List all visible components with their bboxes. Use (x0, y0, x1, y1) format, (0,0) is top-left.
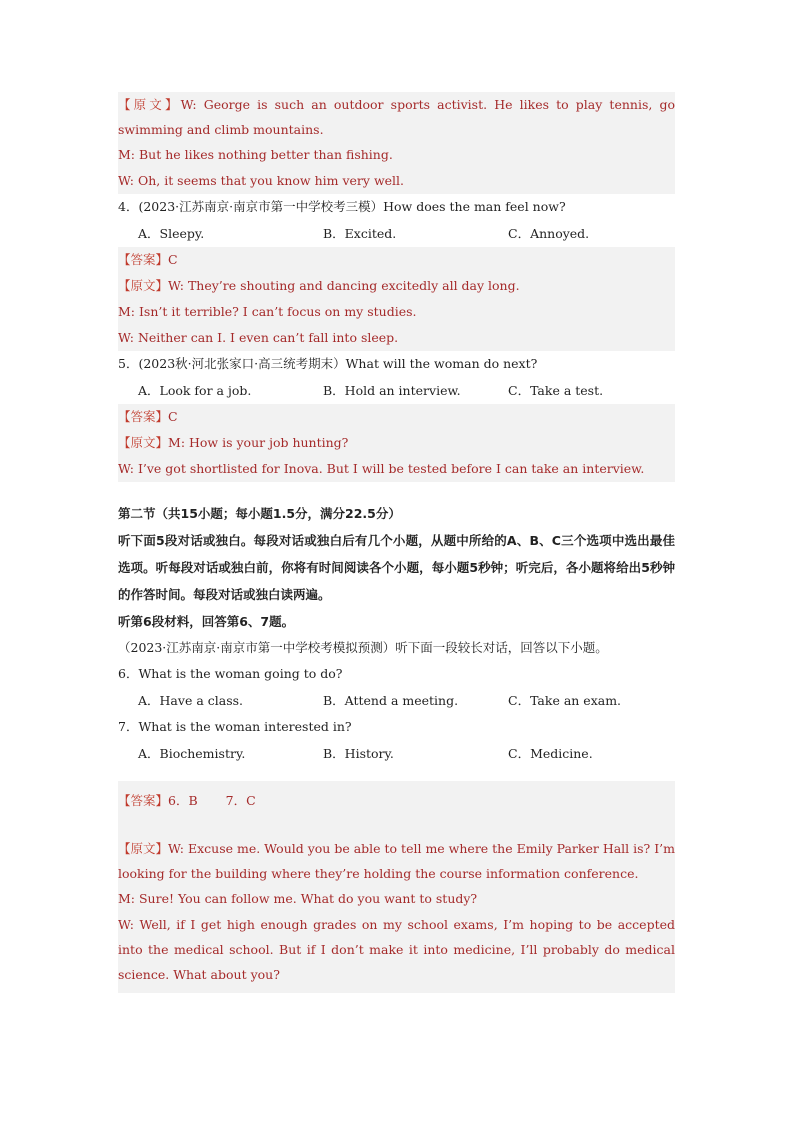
question-4-stem: 4．(2023·江苏南京·南京市第一中学校考三模）How does the man feel now? (118, 199, 566, 214)
answer-tag: 【答案】 (118, 793, 169, 808)
question-6-options (118, 687, 675, 714)
material-label: 听第6段材料，回答第6、7题。 (118, 614, 295, 629)
answer-line (118, 247, 675, 273)
answer-block-6-7 (118, 781, 675, 993)
option-b: B．Excited. (323, 226, 397, 241)
transcript-tag: 【原文】 (118, 435, 169, 450)
transcript-line: M: Isn’t it terrible? I can’t focus on my studies. (118, 304, 417, 319)
answer-block-4 (118, 247, 675, 351)
option-a: A．Sleepy. (138, 226, 205, 241)
transcript-tag: 【原文】 (118, 278, 169, 293)
transcript-line: W: Well, if I get high enough grades on my school exams, I’m hoping to be accepted into the medical school. But if I don’t make it into medicine, I’ll probably do medical science. What about you? (118, 917, 675, 982)
transcript-tag: 【原文】 (118, 841, 169, 856)
question-7-stem: 7．What is the woman interested in? (118, 719, 352, 734)
transcript-line: 【原文】W: They’re shouting and dancing excitedly all day long. (118, 278, 520, 293)
answer-value: C (168, 252, 178, 267)
option-b: B．Hold an interview. (323, 383, 461, 398)
question-5-stem: 5．(2023秋·河北张家口·高三统考期末）What will the woman do next? (118, 356, 538, 371)
transcript-line: W: Oh, it seems that you know him very well. (118, 173, 405, 188)
question-4-options (118, 220, 675, 247)
option-c: C．Take a test. (508, 383, 604, 398)
option-c: C．Annoyed. (508, 226, 590, 241)
option-a: A．Have a class. (138, 693, 243, 708)
question-source: （2023·江苏南京·南京市第一中学校考模拟预测）听下面一段较长对话，回答以下小题。 (118, 640, 608, 655)
question-7-options (118, 740, 675, 767)
transcript-block-3 (118, 92, 675, 194)
option-b: B．Attend a meeting. (323, 693, 459, 708)
option-b: B．History. (323, 746, 394, 761)
answer-line (118, 404, 675, 430)
question-6-stem: 6．What is the woman going to do? (118, 666, 343, 681)
option-c: C．Take an exam. (508, 693, 622, 708)
transcript-line: M: But he likes nothing better than fishing. (118, 147, 393, 162)
transcript-line: 【原文】M: How is your job hunting? (118, 435, 349, 450)
section-instructions: 听下面5段对话或独白。每段对话或独白后有几个小题，从题中所给的A、B、C三个选项中选出最佳选项。听每段对话或独白前，你将有时间阅读各个小题，每小题5秒钟；听完后，各小题将给出5秒钟的作答时间。每段对话或独白读两遍。 (118, 533, 675, 602)
transcript-line: 【原文】W: George is such an outdoor sports activist. He likes to play tennis, go swimming and climb mountains. (118, 97, 675, 137)
transcript-tag: 【原文】 (118, 97, 181, 112)
answer-value: C (168, 409, 178, 424)
transcript-line: W: Neither can I. I even can’t fall into sleep. (118, 330, 399, 345)
answer-tag: 【答案】 (118, 252, 169, 267)
transcript-line: 【原文】W: Excuse me. Would you be able to tell me where the Emily Parker Hall is? I’m looking for the building where they’re holding the course information conference. (118, 841, 675, 881)
answer-7: 7．C (225, 793, 256, 808)
transcript-line: M: Sure! You can follow me. What do you want to study? (118, 891, 478, 906)
section-title: 第二节（共15小题；每小题1.5分，满分22.5分） (118, 506, 401, 521)
answer-tag: 【答案】 (118, 409, 169, 424)
option-c: C．Medicine. (508, 746, 593, 761)
transcript-line: W: I’ve got shortlisted for Inova. But I will be tested before I can take an interview. (118, 461, 645, 476)
question-5-options (118, 377, 675, 404)
answer-6: 6．B (168, 793, 198, 808)
option-a: A．Biochemistry. (138, 746, 246, 761)
answer-block-5 (118, 404, 675, 482)
document-content (118, 92, 675, 993)
answer-line (118, 781, 675, 814)
option-a: A．Look for a job. (138, 383, 252, 398)
